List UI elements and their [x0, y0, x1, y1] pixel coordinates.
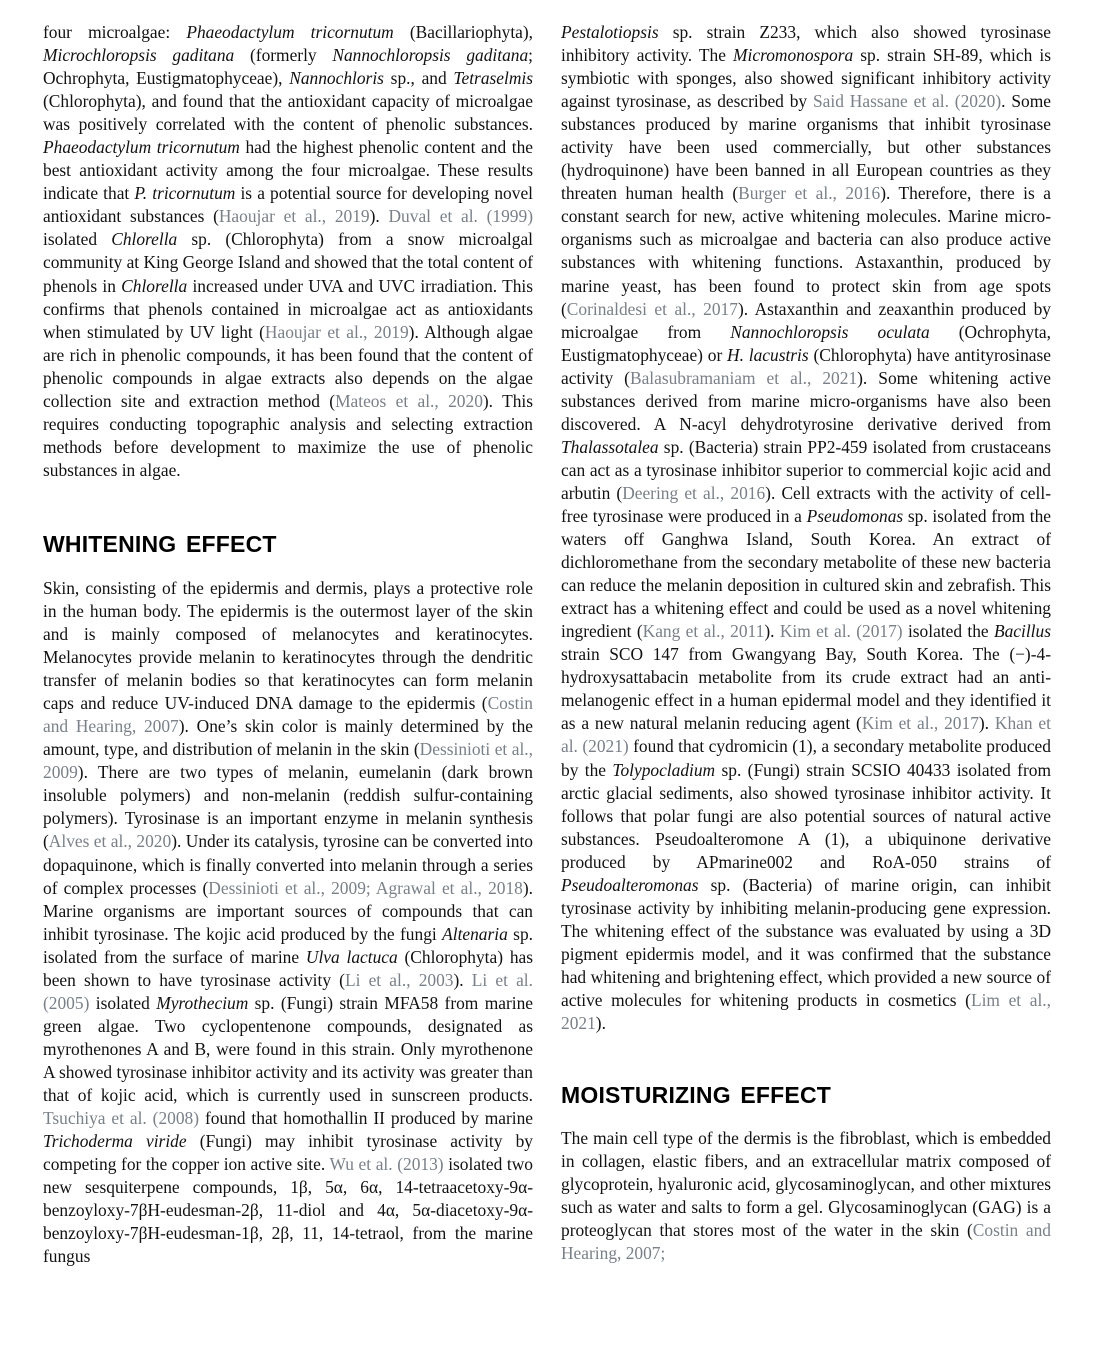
text-run: ). — [595, 1013, 606, 1034]
text-run: ). Some whitening active substances derived from marine micro-organisms have also been discovered. A N-acyl dehydrotyrosine derivative derived from — [561, 367, 1051, 434]
italic-term: Pestalotiopsis — [561, 22, 659, 42]
italic-term: Chlorella — [121, 275, 188, 296]
text-run: ). There are two types of melanin, eumelanin (dark brown insoluble polymers) and non-melanin (reddish sulfur-containing polymers). Tyrosinase is an important enzyme in melanin synthesis ( — [43, 762, 533, 852]
text-run: ). Marine organisms are important sources of compounds that can inhibit tyrosinase. The kojic acid produced by the fungi — [43, 877, 533, 944]
citation-link[interactable]: Costin and Hearing, 2007 — [43, 693, 533, 737]
citation-link[interactable]: Kim et al. (2017) — [779, 621, 903, 642]
citation-link[interactable]: Alves et al., 2020 — [48, 831, 172, 852]
italic-term: Altenaria — [442, 923, 508, 944]
italic-term: Micromonospora — [733, 45, 854, 66]
text-run: ). This requires conducting topographic analysis and selecting extraction methods before development to maximize the use of phenolic substances in algae. — [43, 390, 533, 480]
italic-term: Tetraselmis — [453, 68, 533, 89]
citation-link[interactable]: Tsuchiya et al. (2008) — [43, 1108, 200, 1129]
italic-term: Tolypocladium — [612, 759, 716, 780]
text-run: (Chlorophyta), and found that the antioxidant capacity of microalgae was positively correlated with the content of phenolic substances. — [43, 91, 533, 135]
text-run: ). — [369, 206, 389, 227]
text-run: isolated — [43, 229, 112, 250]
text-run: ). Although algae are rich in phenolic compounds, it has been found that the content of phenolic compounds in algae extracts also depends on the algae collection site and extraction method ( — [43, 321, 534, 411]
text-run: isolated two new sesquiterpene compounds, 1β, 5α, 6α, 14-tetraacetoxy-9α-benzoyloxy-7βH-eudesman-2β, 11-diol and 4α, 5α-diacetoxy-9α-benzoyloxy-7βH-eudesman-1β, 2β, 11, 14-tetraol, from the marine fungus — [43, 1154, 533, 1267]
paragraph-whitening-intro — [43, 577, 533, 1268]
text-run: (Ochrophyta, Eustigmatophyceae) or — [561, 321, 1051, 365]
citation-link[interactable]: Balasubramaniam et al., 2021 — [629, 367, 858, 388]
citation-link[interactable]: Lim et al., 2021 — [561, 989, 1051, 1034]
text-run: Skin, consisting of the epidermis and dermis, plays a protective role in the human body. The epidermis is the outermost layer of the skin and is mainly composed of melanocytes and keratinocytes. Melanocytes provide melanin to keratinocytes through the dendritic transfer of melanin bodies so that keratinocytes can form melanin caps and reduce UV-induced DNA damage to the epidermis ( — [43, 577, 533, 714]
text-run: sp., and — [383, 68, 454, 89]
italic-term: Phaeodactylum tricornutum — [43, 137, 240, 158]
citation-link[interactable]: Said Hassane et al. (2020) — [813, 91, 1002, 112]
left-column — [43, 21, 533, 1268]
text-run: found that cydromicin (1), a secondary metabolite produced by the — [561, 736, 1051, 780]
text-run: ). — [764, 621, 780, 642]
text-run: sp. (Bacteria) strain PP2-459 isolated from crustaceans can act as a tyrosinase inhibitor superior to commercial kojic acid and arbutin ( — [561, 436, 1051, 503]
paragraph-phenolic-antioxidants — [43, 21, 533, 482]
text-run: (Chlorophyta) has been shown to have tyrosinase activity ( — [43, 946, 534, 990]
text-run: sp. (Fungi) strain SCSIO 40433 isolated from arctic glacial sediments, also showed tyrosinase inhibitor activity. It follows that polar fungi are also potential sources of natural active substances. Pseudoalteromone A (1), a ubiquinone derivative produced by APmarine002 and RoA-050 strains of — [561, 759, 1051, 872]
citation-link[interactable]: Kim et al., 2017 — [861, 713, 979, 734]
text-run: sp. strain SH-89, which is symbiotic with sponges, also showed significant inhibitory activity against tyrosinase, as described by — [561, 45, 1052, 112]
italic-term: Myrothecium — [156, 992, 249, 1013]
text-run: ; Ochrophyta, Eustigmatophyceae), — [43, 45, 533, 89]
text-run: sp. isolated from the surface of marine — [43, 923, 533, 967]
italic-term: Chlorella — [111, 229, 178, 250]
italic-term: Pseudomonas — [806, 505, 904, 526]
italic-term: Nannochloropsis gaditana — [332, 45, 529, 66]
text-run: is a potential source for developing novel antioxidant substances ( — [43, 183, 533, 227]
italic-term: Ulva lactuca — [305, 946, 398, 967]
text-run: sp. isolated from the waters off Ganghwa Island, South Korea. An extract of dichloromethane from the secondary metabolite of these new bacteria can reduce the melanin deposition in cultured skin and zebrafish. This extract has a whitening effect and could be used as a novel whitening ingredient ( — [561, 505, 1052, 642]
text-run: (Fungi) may inhibit tyrosinase activity by competing for the copper ion active site. — [43, 1131, 533, 1175]
text-run: ). Cell extracts with the activity of cell-free tyrosinase were produced in a — [561, 482, 1051, 526]
citation-link[interactable]: Burger et al., 2016 — [738, 183, 881, 204]
citation-link[interactable]: Haoujar et al., 2019 — [218, 206, 370, 227]
text-run: had the highest phenolic content and the best antioxidant activity among the four microalgae. These results indicate that — [43, 137, 533, 204]
citation-link[interactable]: Dessinioti et al., 2009; Agrawal et al., 2018 — [208, 877, 523, 898]
text-run: four microalgae: — [43, 22, 187, 42]
text-run: increased under UVA and UVC irradiation. This confirms that phenols contained in microalgae act as antioxidants when stimulated by UV light ( — [43, 275, 534, 342]
citation-link[interactable]: Costin and Hearing, 2007; — [561, 1220, 1051, 1264]
text-run: ). — [453, 969, 472, 990]
text-run: ). Under its catalysis, tyrosine can be converted into dopaquinone, which is finally converted into melanin through a series of complex processes ( — [43, 831, 533, 898]
text-run: The main cell type of the dermis is the fibroblast, which is embedded in collagen, elastic fibers, and an extracellular matrix composed of glycoprotein, hyaluronic acid, glycosaminoglycan, and other mixtures such as water and salts to form a gel. Glycosaminoglycan (GAG) is a proteoglycan that stores most of the water in the skin ( — [561, 1128, 1051, 1241]
italic-term: Thalassotalea — [561, 436, 659, 457]
italic-term: H. lacustris — [727, 344, 809, 365]
text-run: sp. strain Z233, which also showed tyrosinase inhibitory activity. The — [561, 22, 1051, 66]
italic-term: Nannochloris — [289, 68, 384, 89]
text-run: ). Astaxanthin and zeaxanthin produced by microalgae from — [561, 298, 1051, 342]
italic-term: P. tricornutum — [134, 183, 236, 204]
italic-term: Trichoderma viride — [43, 1131, 187, 1152]
citation-link[interactable]: Li et al. (2005) — [43, 969, 533, 1013]
right-column — [561, 21, 1051, 1265]
text-run: ). — [978, 713, 995, 734]
citation-link[interactable]: Corinaldesi et al., 2017 — [566, 298, 738, 319]
italic-term: Pseudoalteromonas — [561, 874, 699, 895]
text-run: (Chlorophyta) have antityrosinase activity ( — [561, 344, 1051, 388]
citation-link[interactable]: Mateos et al., 2020 — [335, 390, 483, 411]
citation-link[interactable]: Deering et al., 2016 — [622, 482, 766, 503]
text-run: ). Therefore, there is a constant search for new, active whitening molecules. Marine micro-organisms such as microalgae and bacteria can also produce active substances with whitening functions. Astaxanthin, produced by marine yeast, has been found to protect skin from age spots ( — [561, 183, 1051, 319]
text-run: (Bacillariophyta), — [393, 22, 534, 42]
italic-term: Phaeodactylum tricornutum — [186, 22, 394, 42]
citation-link[interactable]: Duval et al. (1999) — [388, 206, 533, 227]
citation-link[interactable]: Haoujar et al., 2019 — [264, 321, 409, 342]
text-run: found that homothallin II produced by marine — [199, 1108, 533, 1129]
paragraph-whitening-continued — [561, 21, 1051, 1035]
text-run: ). One’s skin color is mainly determined by the amount, type, and distribution of melanin in the skin ( — [43, 716, 533, 760]
paragraph-moisturizing-intro — [561, 1127, 1051, 1265]
text-run: sp. (Fungi) strain MFA58 from marine green algae. Two cyclopentenone compounds, designated as myrothenones A and B, were found in this strain. Only myrothenone A showed tyrosinase inhibitor activity and its activity was greater than that of kojic acid, which is currently used in sunscreen products. — [43, 992, 533, 1105]
text-run: sp. (Bacteria) of marine origin, can inhibit tyrosinase activity by inhibiting melanin-producing gene expression. The whitening effect of the substance was evaluated by using a 3D pigment epidermis model, and it was confirmed that the substance had whitening and brightening effect, which provided a new source of active molecules for whitening products in cosmetics ( — [561, 874, 1051, 1010]
citation-link[interactable]: Kang et al., 2011 — [642, 621, 765, 642]
text-run: (formerly — [234, 45, 333, 66]
citation-link[interactable]: Wu et al. (2013) — [329, 1154, 444, 1175]
section-heading-whitening: WHITENING EFFECT — [43, 530, 277, 557]
text-run: strain SCO 147 from Gwangyang Bay, South Korea. The (−)-4-hydroxysattabacin metabolite from its crude extract had an anti-melanogenic effect in a human epidermal model and they identified it as a new natural melanin reducing agent ( — [561, 644, 1051, 734]
text-run: isolated — [89, 992, 157, 1013]
italic-term: Nannochloropsis oculata — [730, 321, 930, 342]
citation-link[interactable]: Dessinioti et al., 2009 — [43, 739, 533, 783]
section-heading-moisturizing: MOISTURIZING EFFECT — [561, 1082, 832, 1109]
italic-term: Bacillus — [993, 621, 1051, 642]
text-run: isolated the — [902, 621, 994, 642]
citation-link[interactable]: Khan et al. (2021) — [561, 713, 1051, 757]
text-run: . Some substances produced by marine organisms that inhibit tyrosinase activity have been used commercially, but other substances (hydroquinone) have been banned in all European countries as they threaten human health ( — [561, 91, 1052, 204]
text-run: sp. (Chlorophyta) from a snow microalgal community at King George Island and showed that the total content of phenols in — [43, 229, 533, 296]
italic-term: Microchloropsis gaditana — [43, 45, 235, 66]
citation-link[interactable]: Li et al., 2003 — [344, 969, 454, 990]
